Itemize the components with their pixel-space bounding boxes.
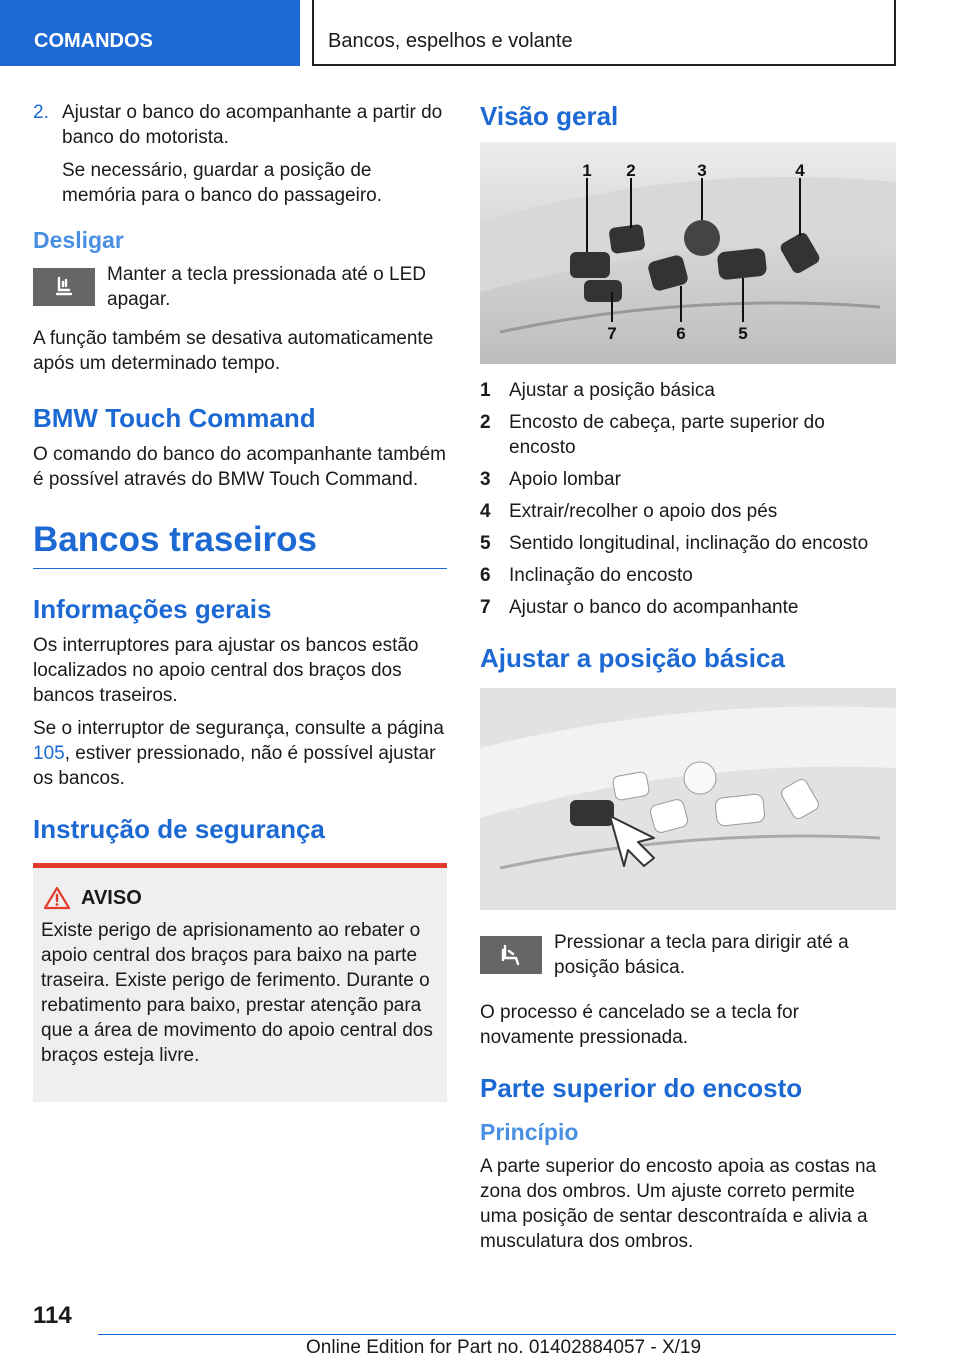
touch-command-heading: BMW Touch Command xyxy=(33,403,316,433)
desligar-heading: Desligar xyxy=(33,227,124,253)
basic-position-row xyxy=(480,930,896,988)
callout-2: 2 xyxy=(626,161,636,180)
header-section: COMANDOS xyxy=(0,0,300,66)
legend-item: 3 Apoio lombar xyxy=(480,469,621,490)
warning-triangle-icon xyxy=(43,886,71,910)
legend-item: 4 Extrair/recolher o apoio dos pés xyxy=(480,501,778,522)
callout-5: 5 xyxy=(738,324,748,343)
desligar-text: Manter a tecla pressionada até o LED apagar. xyxy=(107,264,426,310)
desligar-note: A função também se desativa automaticamente após um determinado tempo. xyxy=(33,328,434,374)
left-column xyxy=(33,100,447,1102)
callout-3: 3 xyxy=(697,161,707,180)
step-number: 2. xyxy=(33,102,49,123)
footer-edition: Online Edition for Part no. 01402884057 - X/19 xyxy=(306,1337,702,1358)
principle-heading: Princípio xyxy=(480,1119,579,1145)
seat-basic-position-button-icon xyxy=(480,936,542,974)
general-info-text-2: Se o interruptor de segurança, consulte a página 105, estiver pressionado, não é possível ajustar os bancos. xyxy=(33,718,444,789)
rear-seats-heading: Bancos traseiros xyxy=(33,520,447,569)
legend-item: 5 Sentido longitudinal, inclinação do encosto xyxy=(480,533,869,554)
right-column xyxy=(480,100,896,1262)
desligar-row xyxy=(33,262,447,320)
callout-4: 4 xyxy=(795,161,805,180)
basic-position-heading: Ajustar a posição básica xyxy=(480,643,785,673)
general-info-heading: Informações gerais xyxy=(33,594,272,624)
footer-rule xyxy=(98,1334,896,1335)
step-item xyxy=(33,100,447,150)
warning-text: Existe perigo de aprisionamento ao rebater o apoio central dos braços para baixo na parte traseira. Existe perigo de ferimento. Durante o rebatimento para baixo, prestar atenção para que a área de movimento do apoio central dos braços esteja livre. xyxy=(41,920,433,1066)
step-text: Ajustar o banco do acompanhante a partir do banco do motorista. xyxy=(62,102,443,148)
legend-item: 6 Inclinação do encosto xyxy=(480,565,693,586)
safety-heading: Instrução de segurança xyxy=(33,814,325,844)
general-info-text: Os interruptores para ajustar os bancos estão localizados no apoio central dos braços dos bancos traseiros. xyxy=(33,635,419,706)
callout-7: 7 xyxy=(607,324,617,343)
page-number: 114 xyxy=(33,1302,72,1329)
warning-title xyxy=(41,886,439,910)
basic-position-text: Pressionar a tecla para dirigir até a posição básica. xyxy=(554,932,849,978)
callout-1: 1 xyxy=(582,161,592,180)
seat-controls-overview-photo xyxy=(480,142,896,364)
page-link[interactable]: 105 xyxy=(33,743,65,764)
upper-backrest-heading: Parte superior do encosto xyxy=(480,1073,803,1103)
callout-6: 6 xyxy=(676,324,686,343)
controls-legend xyxy=(480,378,896,620)
overview-heading: Visão geral xyxy=(480,101,619,131)
header-chapter: Bancos, espelhos e volante xyxy=(312,0,896,66)
legend-item: 7 Ajustar o banco do acompanhante xyxy=(480,597,799,618)
basic-position-note: O processo é cancelado se a tecla for novamente pressionada. xyxy=(480,1002,799,1048)
legend-item: 2 Encosto de cabeça, parte superior do encosto xyxy=(480,412,825,458)
warning-label: AVISO xyxy=(81,886,142,909)
seat-memory-button-icon xyxy=(33,268,95,306)
touch-command-text: O comando do banco do acompanhante também é possível através do BMW Touch Command. xyxy=(33,444,446,490)
step-subtext: Se necessário, guardar a posição de memória para o banco do passageiro. xyxy=(62,160,383,206)
principle-text: A parte superior do encosto apoia as costas na zona dos ombros. Um ajuste correto permite uma posição de sentar descontraída e alivia a musculatura dos ombros. xyxy=(480,1156,877,1252)
basic-position-photo xyxy=(480,688,896,910)
legend-item: 1 Ajustar a posição básica xyxy=(480,380,715,401)
warning-box xyxy=(33,868,447,1102)
